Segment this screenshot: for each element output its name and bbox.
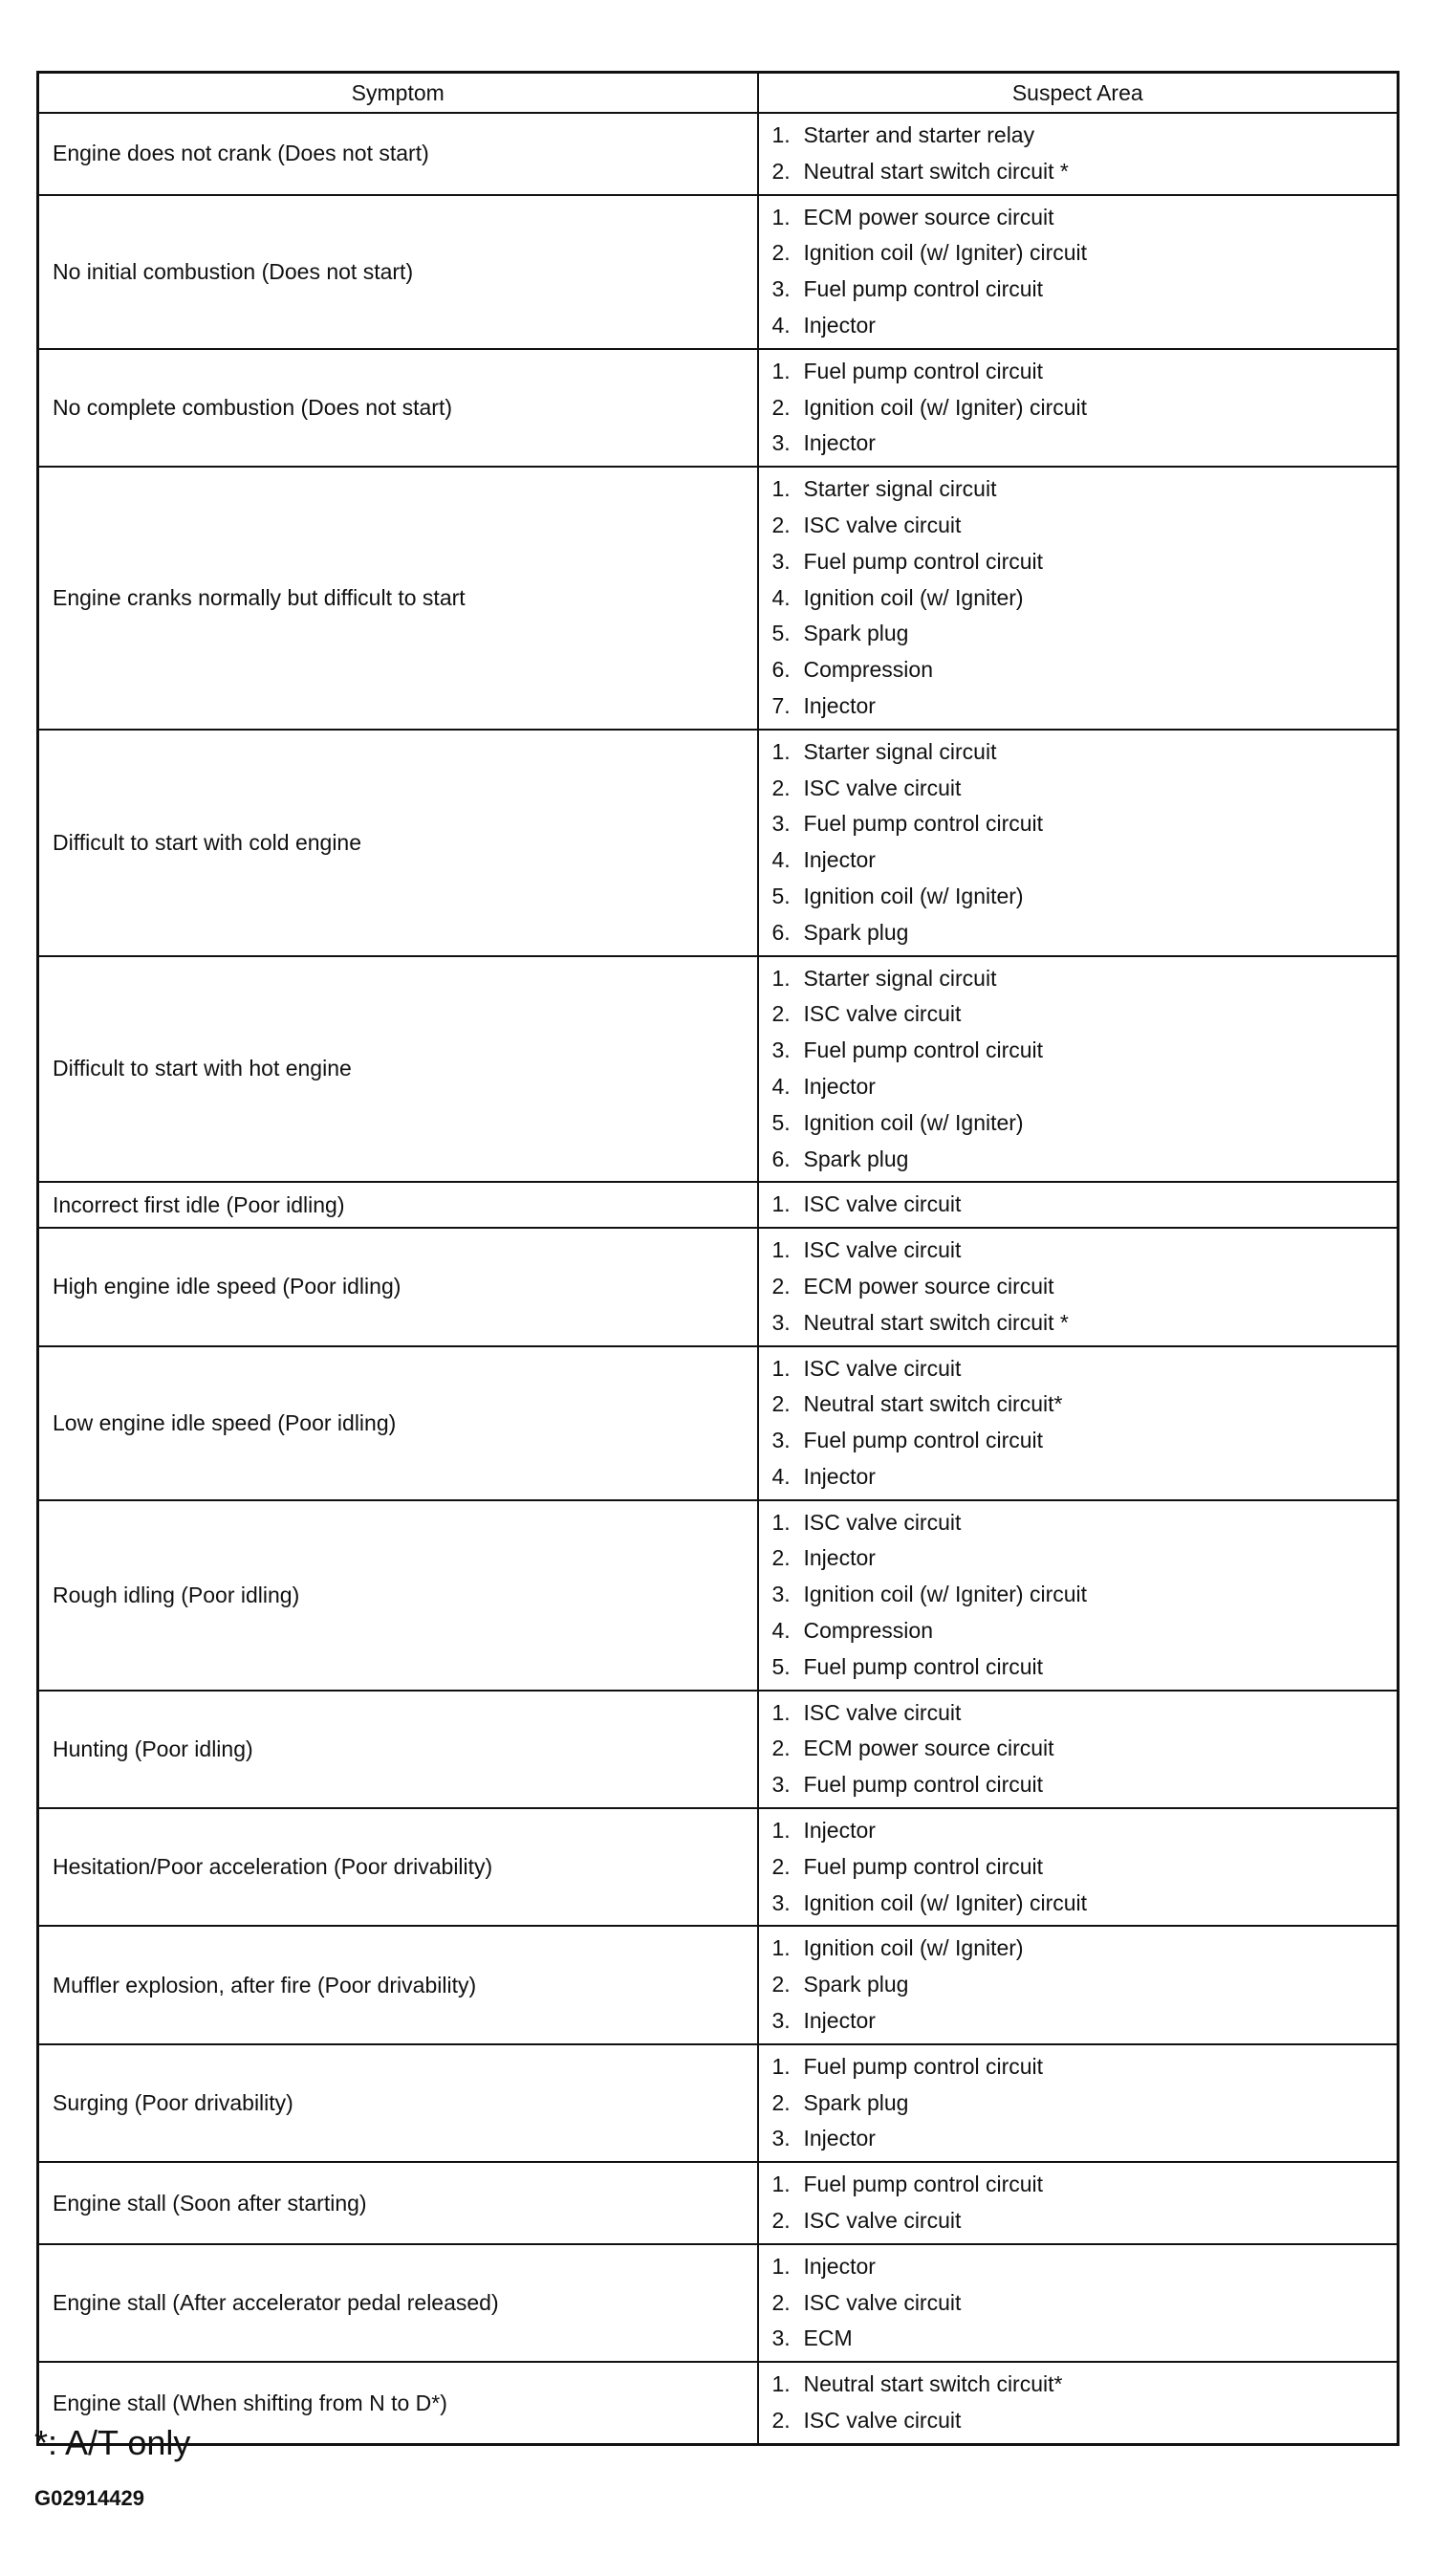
suspect-number: 3.	[771, 1582, 791, 1607]
table-row	[38, 1500, 1399, 1691]
suspect-item	[772, 2403, 1398, 2439]
suspect-list	[772, 1187, 1398, 1223]
symptom-cell: Difficult to start with hot engine	[38, 956, 758, 1183]
suspect-item	[772, 154, 1398, 190]
header-row	[38, 73, 1399, 114]
suspect-text: Ignition coil (w/ Igniter) circuit	[803, 394, 1088, 420]
suspect-area-cell	[758, 1691, 1399, 1808]
suspect-item	[772, 1142, 1398, 1178]
suspect-item	[772, 1269, 1398, 1305]
suspect-item	[772, 1886, 1398, 1922]
suspect-number: 3.	[771, 548, 791, 574]
suspect-item	[772, 1731, 1398, 1767]
suspect-area-cell	[758, 113, 1399, 195]
table-row	[38, 730, 1399, 956]
table-row	[38, 2044, 1399, 2162]
suspect-text: Compression	[803, 1618, 933, 1644]
suspect-item	[772, 616, 1398, 652]
table-row	[38, 467, 1399, 730]
symptom-cell: Hesitation/Poor acceleration (Poor drivability)	[38, 1808, 758, 1926]
suspect-number: 4.	[771, 1463, 791, 1489]
suspect-text: ISC valve circuit	[803, 1355, 962, 1381]
suspect-number: 1.	[771, 965, 791, 991]
suspect-item	[772, 1540, 1398, 1577]
symptom-cell: Engine stall (When shifting from N to D*)	[38, 2362, 758, 2444]
suspect-list	[772, 734, 1398, 951]
suspect-item	[772, 471, 1398, 508]
suspect-item	[772, 2121, 1398, 2157]
suspect-item	[772, 2249, 1398, 2285]
suspect-list	[772, 1233, 1398, 1341]
suspect-number: 1.	[771, 476, 791, 502]
suspect-item	[772, 842, 1398, 879]
suspect-area-cell	[758, 1346, 1399, 1500]
suspect-number: 1.	[771, 2253, 791, 2279]
suspect-number: 1.	[771, 204, 791, 229]
suspect-text: ISC valve circuit	[803, 2289, 962, 2315]
suspect-number: 3.	[771, 2008, 791, 2034]
suspect-number: 6.	[771, 1146, 791, 1171]
symptom-table	[36, 71, 1399, 2446]
suspect-item	[772, 961, 1398, 997]
suspect-text: Injector	[803, 1463, 876, 1489]
suspect-item	[772, 2285, 1398, 2322]
suspect-number: 1.	[771, 2053, 791, 2079]
suspect-list	[772, 1931, 1398, 2039]
suspect-text: Neutral start switch circuit*	[803, 1391, 1063, 1417]
suspect-item	[772, 996, 1398, 1033]
suspect-item	[772, 806, 1398, 842]
symptom-cell: Hunting (Poor idling)	[38, 1691, 758, 1808]
suspect-text: Neutral start switch circuit*	[803, 2371, 1063, 2397]
suspect-area-cell	[758, 1808, 1399, 1926]
suspect-list	[772, 961, 1398, 1178]
suspect-number: 1.	[771, 1818, 791, 1844]
suspect-number: 4.	[771, 312, 791, 338]
suspect-text: ISC valve circuit	[803, 2208, 962, 2234]
suspect-text: ISC valve circuit	[803, 1237, 962, 1263]
table-row	[38, 349, 1399, 467]
suspect-number: 1.	[771, 1355, 791, 1381]
table-row	[38, 1182, 1399, 1228]
suspect-text: Spark plug	[803, 919, 909, 945]
suspect-number: 6.	[771, 919, 791, 945]
suspect-text: Fuel pump control circuit	[803, 1853, 1044, 1879]
table-row	[38, 2244, 1399, 2362]
suspect-item	[772, 544, 1398, 580]
suspect-area-cell	[758, 1500, 1399, 1691]
suspect-item	[772, 2367, 1398, 2403]
footnote: *: A/T only	[34, 2423, 191, 2462]
suspect-item	[772, 1069, 1398, 1105]
suspect-number: 2.	[771, 2408, 791, 2434]
suspect-number: 3.	[771, 1037, 791, 1063]
suspect-text: Spark plug	[803, 1146, 909, 1171]
suspect-number: 1.	[771, 358, 791, 383]
suspect-number: 1.	[771, 1509, 791, 1535]
suspect-item	[772, 235, 1398, 272]
suspect-text: Starter signal circuit	[803, 738, 997, 764]
suspect-number: 3.	[771, 811, 791, 837]
suspect-number: 1.	[771, 122, 791, 147]
suspect-number: 1.	[771, 1935, 791, 1961]
suspect-list	[772, 471, 1398, 725]
suspect-text: ECM power source circuit	[803, 1273, 1054, 1299]
suspect-area-cell	[758, 2362, 1399, 2444]
table-row	[38, 1228, 1399, 1345]
suspect-item	[772, 1386, 1398, 1423]
suspect-number: 2.	[771, 394, 791, 420]
suspect-item	[772, 1649, 1398, 1686]
symptom-cell: Muffler explosion, after fire (Poor drivability)	[38, 1926, 758, 2043]
suspect-text: Injector	[803, 2008, 876, 2034]
suspect-text: Injector	[803, 847, 876, 873]
suspect-number: 7.	[771, 692, 791, 718]
suspect-item	[772, 580, 1398, 617]
header-symptom: Symptom	[38, 73, 758, 114]
suspect-number: 1.	[771, 1237, 791, 1263]
suspect-text: Starter signal circuit	[803, 965, 997, 991]
suspect-text: Ignition coil (w/ Igniter)	[803, 584, 1024, 610]
suspect-item	[772, 354, 1398, 390]
suspect-item	[772, 1459, 1398, 1495]
suspect-text: Injector	[803, 2126, 876, 2151]
suspect-number: 2.	[771, 2089, 791, 2115]
suspect-text: Fuel pump control circuit	[803, 358, 1044, 383]
suspect-item	[772, 915, 1398, 951]
symptom-cell: Engine cranks normally but difficult to start	[38, 467, 758, 730]
suspect-area-cell	[758, 2044, 1399, 2162]
symptom-cell: Engine stall (Soon after starting)	[38, 2162, 758, 2244]
suspect-text: Neutral start switch circuit *	[803, 158, 1069, 184]
suspect-number: 5.	[771, 621, 791, 646]
suspect-list	[772, 2049, 1398, 2157]
table-row	[38, 2162, 1399, 2244]
suspect-text: Fuel pump control circuit	[803, 2172, 1044, 2197]
suspect-text: ISC valve circuit	[803, 512, 962, 537]
suspect-number: 2.	[771, 1736, 791, 1761]
suspect-item	[772, 272, 1398, 308]
symptom-cell: Surging (Poor drivability)	[38, 2044, 758, 2162]
suspect-item	[772, 2003, 1398, 2040]
suspect-number: 5.	[771, 883, 791, 908]
suspect-item	[772, 1305, 1398, 1342]
suspect-text: Fuel pump control circuit	[803, 276, 1044, 302]
suspect-area-cell	[758, 2244, 1399, 2362]
suspect-item	[772, 1767, 1398, 1803]
suspect-number: 3.	[771, 1772, 791, 1798]
suspect-number: 2.	[771, 2289, 791, 2315]
suspect-item	[772, 652, 1398, 688]
suspect-number: 2.	[771, 1273, 791, 1299]
suspect-area-cell	[758, 1926, 1399, 2043]
suspect-text: Ignition coil (w/ Igniter)	[803, 1935, 1024, 1961]
symptom-cell: Incorrect first idle (Poor idling)	[38, 1182, 758, 1228]
suspect-list	[772, 2167, 1398, 2239]
figure-code: G02914429	[34, 2486, 144, 2510]
suspect-item	[772, 771, 1398, 807]
suspect-item	[772, 2049, 1398, 2085]
suspect-number: 4.	[771, 584, 791, 610]
suspect-number: 2.	[771, 1972, 791, 1997]
suspect-number: 5.	[771, 1109, 791, 1135]
suspect-item	[772, 2085, 1398, 2122]
suspect-text: Fuel pump control circuit	[803, 1653, 1044, 1679]
suspect-list	[772, 2367, 1398, 2439]
suspect-item	[772, 1849, 1398, 1886]
suspect-text: Starter signal circuit	[803, 476, 997, 502]
suspect-number: 4.	[771, 847, 791, 873]
suspect-text: Fuel pump control circuit	[803, 2053, 1044, 2079]
suspect-text: Injector	[803, 2253, 876, 2279]
suspect-number: 5.	[771, 1653, 791, 1679]
suspect-text: Injector	[803, 1073, 876, 1099]
suspect-text: Ignition coil (w/ Igniter) circuit	[803, 1889, 1088, 1915]
suspect-item	[772, 734, 1398, 771]
symptom-cell: High engine idle speed (Poor idling)	[38, 1228, 758, 1345]
symptom-cell: Low engine idle speed (Poor idling)	[38, 1346, 758, 1500]
suspect-item	[772, 508, 1398, 544]
suspect-number: 1.	[771, 1699, 791, 1725]
table-row	[38, 1926, 1399, 2043]
suspect-area-cell	[758, 1182, 1399, 1228]
suspect-number: 3.	[771, 2325, 791, 2351]
suspect-text: Ignition coil (w/ Igniter) circuit	[803, 240, 1088, 266]
suspect-number: 1.	[771, 738, 791, 764]
suspect-number: 3.	[771, 276, 791, 302]
suspect-item	[772, 1967, 1398, 2003]
suspect-list	[772, 2249, 1398, 2357]
suspect-text: ISC valve circuit	[803, 1001, 962, 1027]
suspect-number: 2.	[771, 1853, 791, 1879]
suspect-text: Fuel pump control circuit	[803, 1428, 1044, 1453]
suspect-number: 3.	[771, 2126, 791, 2151]
suspect-item	[772, 1505, 1398, 1541]
suspect-number: 2.	[771, 775, 791, 800]
suspect-list	[772, 1695, 1398, 1803]
symptom-cell: Engine stall (After accelerator pedal released)	[38, 2244, 758, 2362]
suspect-text: Compression	[803, 657, 933, 683]
suspect-text: Injector	[803, 312, 876, 338]
suspect-text: Starter and starter relay	[803, 122, 1035, 147]
suspect-number: 1.	[771, 1191, 791, 1217]
suspect-number: 2.	[771, 2208, 791, 2234]
suspect-item	[772, 390, 1398, 426]
suspect-text: ECM	[803, 2325, 853, 2351]
suspect-area-cell	[758, 730, 1399, 956]
suspect-number: 2.	[771, 1545, 791, 1571]
suspect-text: ISC valve circuit	[803, 775, 962, 800]
suspect-item	[772, 1105, 1398, 1142]
suspect-area-cell	[758, 956, 1399, 1183]
suspect-item	[772, 879, 1398, 915]
suspect-text: Spark plug	[803, 2089, 909, 2115]
table-row	[38, 1346, 1399, 1500]
suspect-text: ECM power source circuit	[803, 1736, 1054, 1761]
suspect-list	[772, 1351, 1398, 1495]
suspect-item	[772, 1351, 1398, 1387]
suspect-text: ISC valve circuit	[803, 1699, 962, 1725]
suspect-item	[772, 2203, 1398, 2239]
suspect-text: ECM power source circuit	[803, 204, 1054, 229]
suspect-list	[772, 118, 1398, 190]
suspect-item	[772, 308, 1398, 344]
suspect-item	[772, 1187, 1398, 1223]
suspect-text: Injector	[803, 1545, 876, 1571]
suspect-area-cell	[758, 349, 1399, 467]
suspect-text: ISC valve circuit	[803, 1191, 962, 1217]
suspect-item	[772, 1931, 1398, 1967]
table-row	[38, 956, 1399, 1183]
suspect-number: 3.	[771, 1428, 791, 1453]
suspect-list	[772, 1813, 1398, 1921]
suspect-number: 2.	[771, 512, 791, 537]
table-row	[38, 113, 1399, 195]
suspect-text: Ignition coil (w/ Igniter)	[803, 883, 1024, 908]
suspect-number: 2.	[771, 1001, 791, 1027]
suspect-item	[772, 688, 1398, 725]
suspect-text: Neutral start switch circuit *	[803, 1309, 1069, 1335]
suspect-number: 1.	[771, 2172, 791, 2197]
suspect-text: Ignition coil (w/ Igniter) circuit	[803, 1582, 1088, 1607]
suspect-item	[772, 1033, 1398, 1069]
suspect-list	[772, 1505, 1398, 1686]
symptom-cell: No initial combustion (Does not start)	[38, 195, 758, 349]
suspect-text: Injector	[803, 430, 876, 456]
suspect-area-cell	[758, 467, 1399, 730]
suspect-list	[772, 200, 1398, 344]
symptom-cell: Engine does not crank (Does not start)	[38, 113, 758, 195]
table-row	[38, 1691, 1399, 1808]
table-row	[38, 1808, 1399, 1926]
suspect-text: Fuel pump control circuit	[803, 1772, 1044, 1798]
suspect-text: Fuel pump control circuit	[803, 548, 1044, 574]
suspect-item	[772, 1813, 1398, 1849]
diagnosis-sheet	[36, 71, 1397, 2446]
suspect-number: 2.	[771, 1391, 791, 1417]
suspect-item	[772, 2321, 1398, 2357]
suspect-text: Fuel pump control circuit	[803, 1037, 1044, 1063]
suspect-number: 1.	[771, 2371, 791, 2397]
suspect-number: 2.	[771, 158, 791, 184]
suspect-text: Injector	[803, 692, 876, 718]
suspect-text: Spark plug	[803, 621, 909, 646]
suspect-area-cell	[758, 2162, 1399, 2244]
suspect-item	[772, 1695, 1398, 1732]
suspect-number: 3.	[771, 1309, 791, 1335]
header-suspect-area: Suspect Area	[758, 73, 1399, 114]
suspect-item	[772, 1613, 1398, 1649]
suspect-item	[772, 426, 1398, 462]
suspect-item	[772, 2167, 1398, 2203]
table-row	[38, 195, 1399, 349]
suspect-text: Ignition coil (w/ Igniter)	[803, 1109, 1024, 1135]
suspect-text: ISC valve circuit	[803, 2408, 962, 2434]
suspect-text: Fuel pump control circuit	[803, 811, 1044, 837]
suspect-list	[772, 354, 1398, 462]
suspect-number: 2.	[771, 240, 791, 266]
suspect-item	[772, 1577, 1398, 1613]
suspect-text: Injector	[803, 1818, 876, 1844]
suspect-text: ISC valve circuit	[803, 1509, 962, 1535]
suspect-area-cell	[758, 195, 1399, 349]
symptom-cell: No complete combustion (Does not start)	[38, 349, 758, 467]
suspect-item	[772, 1423, 1398, 1459]
suspect-number: 4.	[771, 1618, 791, 1644]
suspect-number: 3.	[771, 430, 791, 456]
suspect-number: 3.	[771, 1889, 791, 1915]
suspect-number: 4.	[771, 1073, 791, 1099]
suspect-text: Spark plug	[803, 1972, 909, 1997]
symptom-cell: Rough idling (Poor idling)	[38, 1500, 758, 1691]
suspect-item	[772, 200, 1398, 236]
suspect-area-cell	[758, 1228, 1399, 1345]
symptom-cell: Difficult to start with cold engine	[38, 730, 758, 956]
table-row	[38, 2362, 1399, 2444]
suspect-number: 6.	[771, 657, 791, 683]
suspect-item	[772, 1233, 1398, 1269]
suspect-item	[772, 118, 1398, 154]
